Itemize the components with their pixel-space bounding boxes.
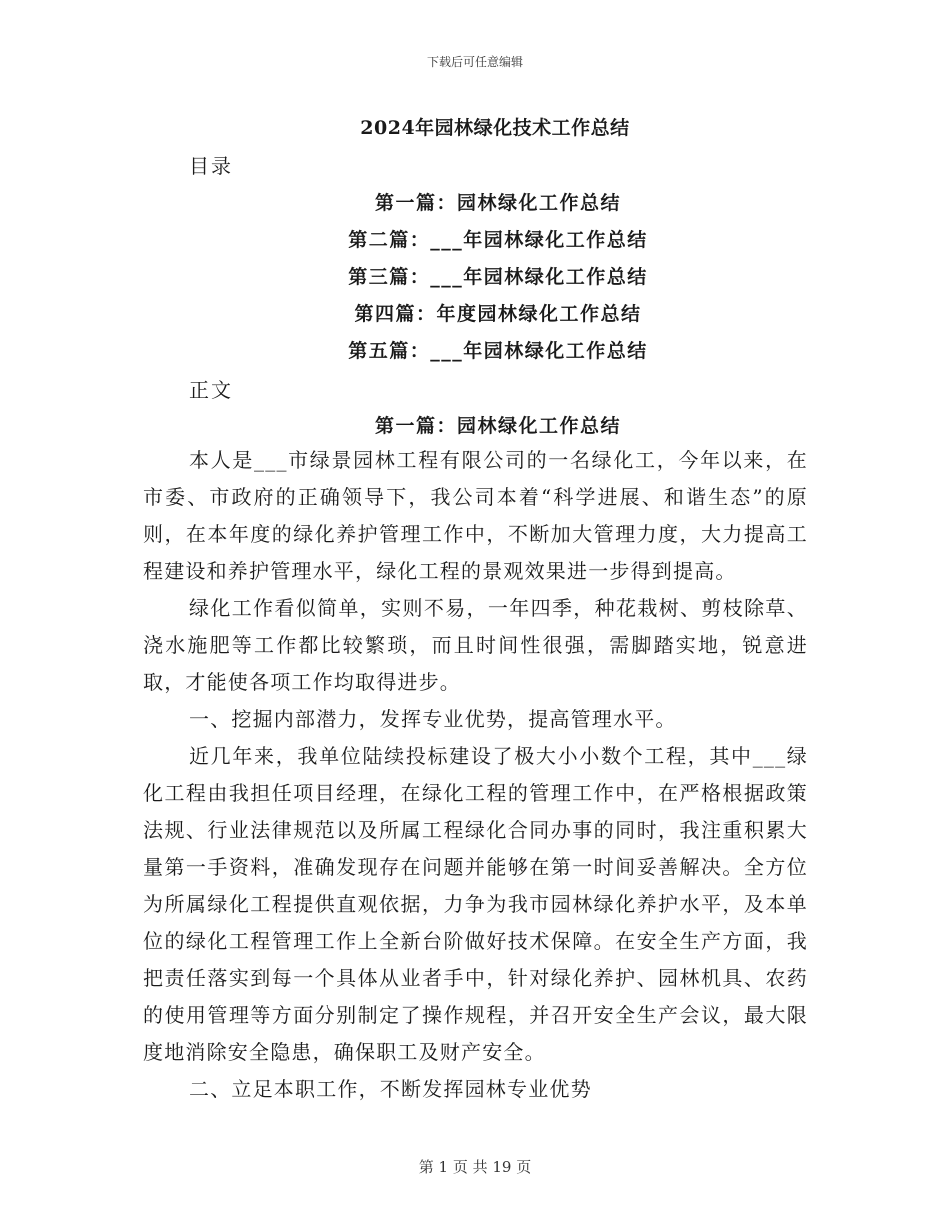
- toc-item-4: 第四篇：年度园林绿化工作总结: [354, 303, 642, 325]
- document-title: 2024年园林绿化技术工作总结: [360, 117, 630, 139]
- paragraph-5: 二、立足本职工作，不断发挥园林专业优势: [189, 1077, 592, 1101]
- body-label: 正文: [189, 378, 233, 402]
- page-footer: 第 1 页 共 19 页: [418, 1158, 532, 1176]
- toc-item-5: 第五篇：___年园林绿化工作总结: [348, 340, 648, 362]
- paragraph-2: 绿化工作看似简单，实则不易，一年四季，种花栽树、剪枝除草、浇水施肥等工作都比较繁琐，而且时间性很强，需脚踏实地，锐意进取，才能使各项工作均取得进步。: [143, 596, 808, 694]
- toc-item-1: 第一篇：园林绿化工作总结: [374, 192, 621, 214]
- body-text: [143, 442, 808, 1108]
- paragraph-4: 近几年来，我单位陆续投标建设了极大小小数个工程，其中___绿化工程由我担任项目经理，在绿化工程的管理工作中，在严格根据政策法规、行业法律规范以及所属工程绿化合同办事的同时，我注重积累大量第一手资料，准确发现存在问题并能够在第一时间妥善解决。全方位为所属绿化工程提供直观依据，力争为我市园林绿化养护水平，及本单位的绿化工程管理工作上全新台阶做好技术保障。在安全生产方面，我把责任落实到每一个具体从业者手中，针对绿化养护、园林机具、农药的使用管理等方面分别制定了操作规程，并召开安全生产会议，最大限度地消除安全隐患，确保职工及财产安全。: [143, 744, 808, 1064]
- paragraph-3: 一、挖掘内部潜力，发挥专业优势，提高管理水平。: [189, 707, 677, 731]
- section-title: 第一篇：园林绿化工作总结: [374, 415, 621, 437]
- header-note: 下载后可任意编辑: [426, 55, 523, 69]
- toc-label: 目录: [189, 154, 233, 178]
- toc-item-2: 第二篇：___年园林绿化工作总结: [348, 229, 648, 251]
- toc-item-3: 第三篇：___年园林绿化工作总结: [348, 266, 648, 288]
- paragraph-1: 本人是___市绿景园林工程有限公司的一名绿化工，今年以来，在市委、市政府的正确领导下，我公司本着“科学进展、和谐生态”的原则，在本年度的绿化养护管理工作中，不断加大管理力度，大力提高工程建设和养护管理水平，绿化工程的景观效果进一步得到提高。: [143, 448, 808, 583]
